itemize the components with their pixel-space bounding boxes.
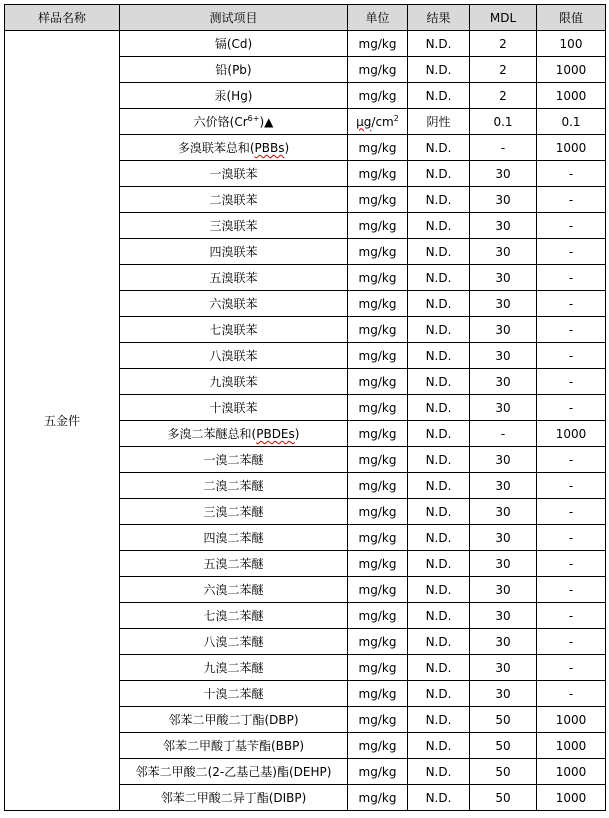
- result-cell: N.D.: [408, 447, 470, 473]
- unit-cell: mg/kg: [348, 317, 408, 343]
- result-cell: N.D.: [408, 291, 470, 317]
- result-cell: N.D.: [408, 785, 470, 811]
- unit-cell: mg/kg: [348, 343, 408, 369]
- limit-cell: -: [537, 525, 606, 551]
- test-item-cell: 六溴联苯: [120, 291, 348, 317]
- test-item-cell: 邻苯二甲酸二异丁酯(DIBP): [120, 785, 348, 811]
- test-item-cell: 七溴联苯: [120, 317, 348, 343]
- unit-cell: mg/kg: [348, 629, 408, 655]
- limit-cell: -: [537, 499, 606, 525]
- mdl-cell: 30: [470, 577, 537, 603]
- unit-cell: mg/kg: [348, 499, 408, 525]
- mdl-cell: 30: [470, 499, 537, 525]
- result-cell: N.D.: [408, 759, 470, 785]
- limit-cell: -: [537, 395, 606, 421]
- unit-cell: mg/kg: [348, 785, 408, 811]
- limit-cell: 1000: [537, 759, 606, 785]
- result-cell: N.D.: [408, 473, 470, 499]
- result-cell: N.D.: [408, 395, 470, 421]
- test-item-cell: 汞(Hg): [120, 83, 348, 109]
- limit-cell: -: [537, 655, 606, 681]
- test-item-cell: 邻苯二甲酸二丁酯(DBP): [120, 707, 348, 733]
- mdl-cell: 30: [470, 447, 537, 473]
- unit-cell: mg/kg: [348, 395, 408, 421]
- unit-cell: mg/kg: [348, 759, 408, 785]
- unit-cell: mg/kg: [348, 681, 408, 707]
- limit-cell: -: [537, 213, 606, 239]
- mdl-cell: 30: [470, 343, 537, 369]
- unit-cell: mg/kg: [348, 655, 408, 681]
- result-cell: 阴性: [408, 109, 470, 135]
- unit-cell: mg/kg: [348, 239, 408, 265]
- result-cell: N.D.: [408, 187, 470, 213]
- test-item-cell: 二溴联苯: [120, 187, 348, 213]
- test-item-cell: 邻苯二甲酸丁基苄酯(BBP): [120, 733, 348, 759]
- limit-cell: -: [537, 317, 606, 343]
- test-item-cell: 九溴二苯醚: [120, 655, 348, 681]
- mdl-cell: 50: [470, 759, 537, 785]
- mdl-cell: 30: [470, 317, 537, 343]
- limit-cell: 1000: [537, 135, 606, 161]
- limit-cell: 100: [537, 31, 606, 57]
- result-cell: N.D.: [408, 655, 470, 681]
- limit-cell: -: [537, 447, 606, 473]
- limit-cell: -: [537, 681, 606, 707]
- result-cell: N.D.: [408, 551, 470, 577]
- mdl-cell: 30: [470, 681, 537, 707]
- limit-cell: 1000: [537, 733, 606, 759]
- unit-cell: mg/kg: [348, 213, 408, 239]
- test-item-cell: 十溴联苯: [120, 395, 348, 421]
- limit-cell: -: [537, 473, 606, 499]
- limit-cell: 1000: [537, 421, 606, 447]
- limit-cell: -: [537, 343, 606, 369]
- mdl-cell: 30: [470, 265, 537, 291]
- mdl-cell: 0.1: [470, 109, 537, 135]
- unit-cell: mg/kg: [348, 135, 408, 161]
- limit-cell: -: [537, 603, 606, 629]
- result-cell: N.D.: [408, 57, 470, 83]
- table-row: [5, 31, 606, 57]
- limit-cell: 1000: [537, 785, 606, 811]
- mdl-cell: 30: [470, 291, 537, 317]
- unit-cell: mg/kg: [348, 603, 408, 629]
- limit-cell: 1000: [537, 707, 606, 733]
- unit-cell: mg/kg: [348, 83, 408, 109]
- header-test-item: 测试项目: [120, 5, 348, 31]
- table-body: [5, 31, 606, 811]
- unit-cell: mg/kg: [348, 525, 408, 551]
- mdl-cell: 30: [470, 655, 537, 681]
- mdl-cell: 50: [470, 733, 537, 759]
- test-item-cell: 多溴二苯醚总和(PBDEs): [120, 421, 348, 447]
- result-cell: N.D.: [408, 265, 470, 291]
- test-item-cell: 多溴联苯总和(PBBs): [120, 135, 348, 161]
- unit-cell: mg/kg: [348, 473, 408, 499]
- limit-cell: -: [537, 577, 606, 603]
- result-cell: N.D.: [408, 213, 470, 239]
- header-mdl: MDL: [470, 5, 537, 31]
- limit-cell: -: [537, 161, 606, 187]
- mdl-cell: 30: [470, 213, 537, 239]
- mdl-cell: 2: [470, 83, 537, 109]
- mdl-cell: 30: [470, 603, 537, 629]
- test-item-cell: 一溴二苯醚: [120, 447, 348, 473]
- unit-cell: mg/kg: [348, 369, 408, 395]
- limit-cell: -: [537, 239, 606, 265]
- test-report-table-wrapper: [4, 4, 606, 811]
- result-cell: N.D.: [408, 239, 470, 265]
- mdl-cell: 2: [470, 57, 537, 83]
- mdl-cell: 30: [470, 161, 537, 187]
- limit-cell: 1000: [537, 57, 606, 83]
- mdl-cell: 30: [470, 629, 537, 655]
- unit-cell: mg/kg: [348, 733, 408, 759]
- test-item-cell: 七溴二苯醚: [120, 603, 348, 629]
- mdl-cell: 30: [470, 395, 537, 421]
- unit-cell: mg/kg: [348, 577, 408, 603]
- result-cell: N.D.: [408, 629, 470, 655]
- mdl-cell: 30: [470, 239, 537, 265]
- result-cell: N.D.: [408, 135, 470, 161]
- test-item-cell: 三溴联苯: [120, 213, 348, 239]
- result-cell: N.D.: [408, 31, 470, 57]
- test-item-cell: 五溴二苯醚: [120, 551, 348, 577]
- test-item-cell: 二溴二苯醚: [120, 473, 348, 499]
- unit-cell: mg/kg: [348, 551, 408, 577]
- result-cell: N.D.: [408, 499, 470, 525]
- header-sample-name: 样品名称: [5, 5, 120, 31]
- header-result: 结果: [408, 5, 470, 31]
- limit-cell: -: [537, 369, 606, 395]
- test-results-table: [4, 4, 606, 811]
- header-unit: 单位: [348, 5, 408, 31]
- unit-cell: mg/kg: [348, 707, 408, 733]
- header-row: [5, 5, 606, 31]
- unit-cell: mg/kg: [348, 447, 408, 473]
- result-cell: N.D.: [408, 317, 470, 343]
- limit-cell: -: [537, 551, 606, 577]
- test-item-cell: 五溴联苯: [120, 265, 348, 291]
- test-item-cell: 九溴联苯: [120, 369, 348, 395]
- unit-cell: mg/kg: [348, 291, 408, 317]
- limit-cell: 1000: [537, 83, 606, 109]
- sample-name-cell: 五金件: [5, 31, 120, 811]
- test-item-cell: 八溴联苯: [120, 343, 348, 369]
- result-cell: N.D.: [408, 707, 470, 733]
- mdl-cell: -: [470, 135, 537, 161]
- result-cell: N.D.: [408, 681, 470, 707]
- test-item-cell: 四溴二苯醚: [120, 525, 348, 551]
- test-item-cell: 镉(Cd): [120, 31, 348, 57]
- result-cell: N.D.: [408, 83, 470, 109]
- mdl-cell: 50: [470, 707, 537, 733]
- unit-cell: mg/kg: [348, 161, 408, 187]
- result-cell: N.D.: [408, 421, 470, 447]
- unit-cell: mg/kg: [348, 31, 408, 57]
- result-cell: N.D.: [408, 577, 470, 603]
- test-item-cell: 三溴二苯醚: [120, 499, 348, 525]
- limit-cell: 0.1: [537, 109, 606, 135]
- result-cell: N.D.: [408, 343, 470, 369]
- unit-cell: mg/kg: [348, 57, 408, 83]
- test-item-cell: 四溴联苯: [120, 239, 348, 265]
- test-item-cell: 八溴二苯醚: [120, 629, 348, 655]
- result-cell: N.D.: [408, 161, 470, 187]
- limit-cell: -: [537, 291, 606, 317]
- limit-cell: -: [537, 629, 606, 655]
- test-item-cell: 十溴二苯醚: [120, 681, 348, 707]
- mdl-cell: 2: [470, 31, 537, 57]
- mdl-cell: 30: [470, 187, 537, 213]
- mdl-cell: 30: [470, 473, 537, 499]
- result-cell: N.D.: [408, 525, 470, 551]
- test-item-cell: 一溴联苯: [120, 161, 348, 187]
- mdl-cell: 30: [470, 525, 537, 551]
- header-limit: 限值: [537, 5, 606, 31]
- result-cell: N.D.: [408, 603, 470, 629]
- mdl-cell: 50: [470, 785, 537, 811]
- mdl-cell: 30: [470, 369, 537, 395]
- test-item-cell: 六溴二苯醚: [120, 577, 348, 603]
- unit-cell: mg/kg: [348, 421, 408, 447]
- mdl-cell: 30: [470, 551, 537, 577]
- result-cell: N.D.: [408, 369, 470, 395]
- mdl-cell: -: [470, 421, 537, 447]
- test-item-cell: 铅(Pb): [120, 57, 348, 83]
- limit-cell: -: [537, 265, 606, 291]
- unit-cell: mg/kg: [348, 265, 408, 291]
- result-cell: N.D.: [408, 733, 470, 759]
- test-item-cell: 邻苯二甲酸二(2-乙基己基)酯(DEHP): [120, 759, 348, 785]
- unit-cell: $\mu g/cm^2$: [348, 109, 408, 135]
- test-item-cell: 六价铬$(Cr^{6+})▲$: [120, 109, 348, 135]
- limit-cell: -: [537, 187, 606, 213]
- unit-cell: mg/kg: [348, 187, 408, 213]
